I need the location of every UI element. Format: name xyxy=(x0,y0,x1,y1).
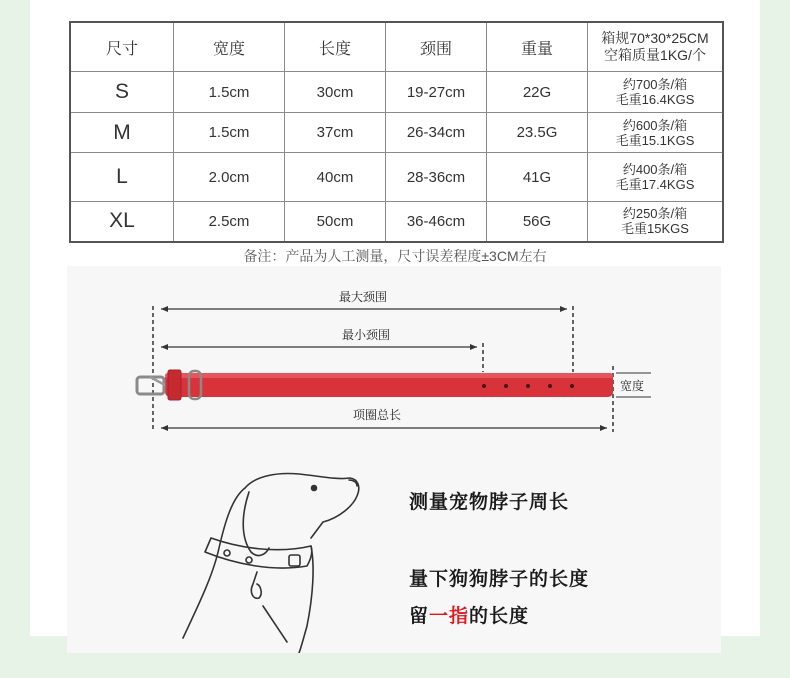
cell-qty: 约600条/箱 xyxy=(622,117,688,133)
cell-length: 30cm xyxy=(285,72,386,113)
instruction-line-3 xyxy=(409,601,529,628)
cell-length: 37cm xyxy=(285,113,386,153)
table-row xyxy=(70,72,723,113)
collar-strap-highlight xyxy=(165,373,613,378)
width-label: 宽度 xyxy=(620,379,645,393)
cell-carton xyxy=(588,153,724,202)
cell-neck: 28-36cm xyxy=(386,153,487,202)
header-length: 长度 xyxy=(285,22,386,72)
header-carton xyxy=(588,22,724,72)
max-neck-arrow-right xyxy=(560,306,567,312)
cell-size: XL xyxy=(70,202,174,242)
cell-width: 1.5cm xyxy=(174,113,285,153)
header-carton-size: 箱规70*30*25CM xyxy=(601,30,709,46)
cell-gross: 毛重15KGS xyxy=(621,221,689,237)
collar-hole xyxy=(570,384,574,388)
table-row xyxy=(70,202,723,242)
max-neck-arrow-left xyxy=(161,306,168,312)
instruction-pre: 留 xyxy=(409,605,430,627)
collar-hole xyxy=(482,384,486,388)
collar-diagram xyxy=(67,266,721,653)
size-table xyxy=(69,21,724,243)
dog-neck-fold xyxy=(263,606,287,642)
cell-weight: 22G xyxy=(487,72,588,113)
cell-gross: 毛重16.4KGS xyxy=(615,92,695,107)
collar-diagram-svg xyxy=(67,266,721,653)
instruction-line-1: 测量宠物脖子周长 xyxy=(409,491,570,513)
collar-eyelet xyxy=(224,550,230,556)
cell-width: 2.0cm xyxy=(174,153,285,202)
min-neck-label: 最小颈围 xyxy=(341,328,391,342)
instruction-line-2: 量下狗狗脖子的长度 xyxy=(409,568,590,590)
cell-qty: 约700条/箱 xyxy=(622,77,688,92)
collar-eyelet xyxy=(246,557,252,563)
cell-length: 50cm xyxy=(285,202,386,242)
header-width: 宽度 xyxy=(174,22,285,72)
dog-sketch-icon xyxy=(183,474,359,653)
cell-size: S xyxy=(70,72,174,113)
cell-neck: 36-46cm xyxy=(386,202,487,242)
table-header-row xyxy=(70,22,723,72)
cell-neck: 19-27cm xyxy=(386,72,487,113)
collar-buckle xyxy=(289,555,300,566)
dog-eye xyxy=(312,486,317,491)
cell-carton xyxy=(588,113,724,153)
cell-width: 2.5cm xyxy=(174,202,285,242)
buckle-icon xyxy=(137,377,164,394)
collar-hole xyxy=(548,384,552,388)
cell-weight: 41G xyxy=(487,153,588,202)
total-length-arrow-left xyxy=(161,425,168,431)
cell-carton xyxy=(588,202,724,242)
collar-hole xyxy=(504,384,508,388)
cell-gross: 毛重15.1KGS xyxy=(615,132,695,148)
cell-size: L xyxy=(70,153,174,202)
dog-head-outline xyxy=(245,474,359,538)
table-row xyxy=(70,113,723,153)
cell-width: 1.5cm xyxy=(174,72,285,113)
cell-weight: 56G xyxy=(487,202,588,242)
measurement-footnote: 备注：产品为人工测量，尺寸误差程度±3CM左右 xyxy=(243,248,547,264)
table-row xyxy=(70,153,723,202)
instruction-post: 的长度 xyxy=(469,605,530,627)
cell-length: 40cm xyxy=(285,153,386,202)
header-neck: 颈围 xyxy=(386,22,487,72)
dog-back-outline xyxy=(183,488,245,638)
collar-hole xyxy=(526,384,530,388)
cell-gross: 毛重17.4KGS xyxy=(615,177,695,192)
cell-size: M xyxy=(70,113,174,153)
header-size: 尺寸 xyxy=(70,22,174,72)
cell-carton xyxy=(588,72,724,113)
cell-qty: 约250条/箱 xyxy=(622,206,688,222)
cell-weight: 23.5G xyxy=(487,113,588,153)
cell-qty: 约400条/箱 xyxy=(622,162,688,177)
collar-illustration xyxy=(137,370,613,400)
min-neck-arrow-left xyxy=(161,344,168,350)
dog-chest-outline xyxy=(299,546,313,653)
header-weight: 重量 xyxy=(487,22,588,72)
total-length-label: 项圈总长 xyxy=(352,408,402,422)
keeper-loop xyxy=(168,370,181,400)
min-neck-arrow-right xyxy=(470,344,477,350)
instruction-highlight: 一指 xyxy=(429,605,470,627)
max-neck-label: 最大颈围 xyxy=(338,290,388,304)
header-carton-weight: 空箱质量1KG/个 xyxy=(604,47,706,63)
cell-neck: 26-34cm xyxy=(386,113,487,153)
dog-ear-outline xyxy=(243,492,269,555)
total-length-arrow-right xyxy=(600,425,607,431)
dog-tag xyxy=(251,572,261,598)
